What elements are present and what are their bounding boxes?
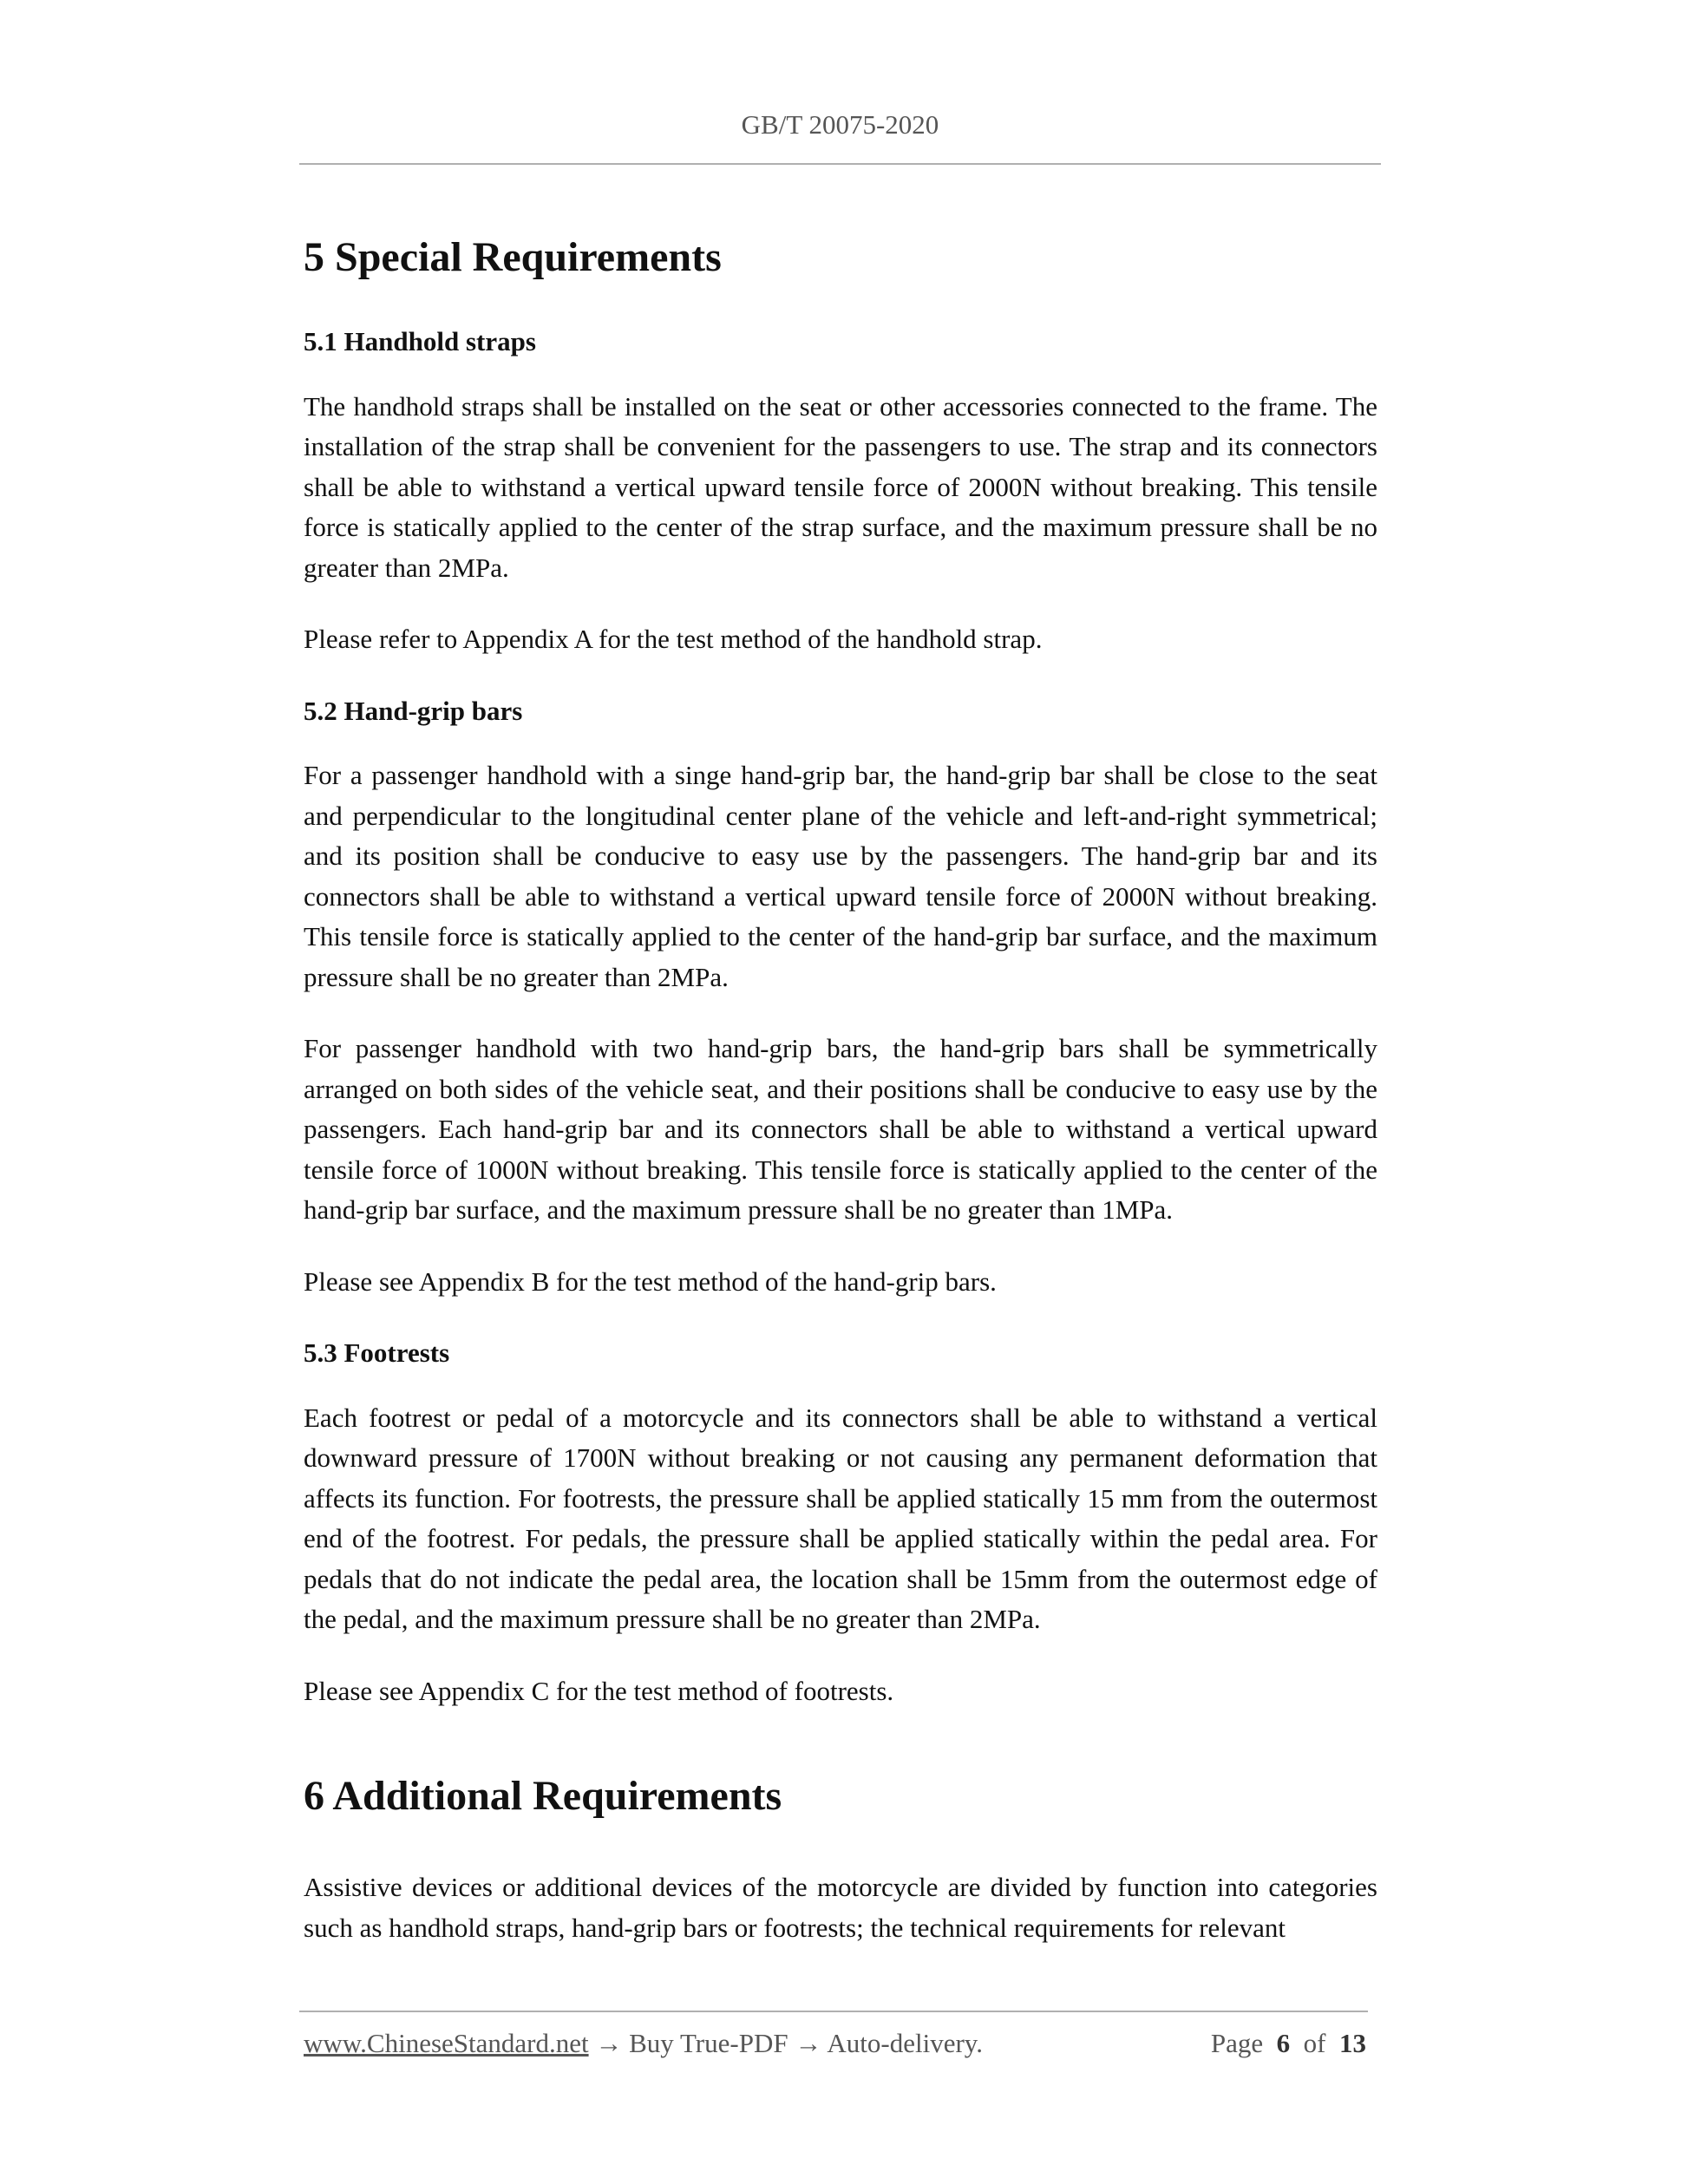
- section-5-1-paragraph-2: Please refer to Appendix A for the test method of the handhold strap.: [304, 624, 1043, 654]
- section-5-3-paragraph-1: Each footrest or pedal of a motorcycle and its connectors shall be able to withstand a vertical downward pressure of 1700N without breaking or not causing any permanent deformation that affects its function. For footrests, the pressure shall be applied statically 15 mm from the outermost end of the footrest. For pedals, the pressure shall be applied statically within the pedal area. For pedals that do not indicate the pedal area, the location shall be 15mm from the outermost edge of the pedal, and the maximum pressure shall be no greater than 2MPa.: [304, 1402, 1377, 1634]
- section-5-heading: 5 Special Requirements: [304, 234, 722, 280]
- section-5-2-heading: 5.2 Hand-grip bars: [304, 695, 523, 726]
- section-6-paragraph-1: Assistive devices or additional devices of the motorcycle are divided by function into categories such as handhold straps, hand-grip bars or footrests; the technical requirements for relevant: [304, 1872, 1377, 1943]
- arrow-right-icon: →: [795, 2028, 822, 2058]
- auto-delivery-text: Auto-delivery.: [827, 2028, 984, 2058]
- page-header: GB/T 20075-2020: [741, 109, 939, 140]
- header-divider: [299, 163, 1381, 165]
- section-5-3-heading: 5.3 Footrests: [304, 1337, 450, 1368]
- section-6-heading: 6 Additional Requirements: [304, 1773, 782, 1819]
- section-5-2-paragraph-1: For a passenger handhold with a singe hand-grip bar, the hand-grip bar shall be close to the seat and perpendicular to the longitudinal center plane of the vehicle and left-and-right symmetrical; and its position shall be conducive to easy use by the passengers. The hand-grip bar and its connectors shall be able to withstand a vertical upward tensile force of 2000N without breaking. This tensile force is statically applied to the center of the hand-grip bar surface, and the maximum pressure shall be no greater than 2MPa.: [304, 760, 1377, 992]
- section-5-1-paragraph-1: The handhold straps shall be installed on the seat or other accessories connected to the frame. The installation of the strap shall be convenient for the passengers to use. The strap and its connectors shall be able to withstand a vertical upward tensile force of 2000N without breaking. This tensile force is statically applied to the center of the strap surface, and the maximum pressure shall be no greater than 2MPa.: [304, 390, 1377, 583]
- footer-promo: [304, 2028, 983, 2059]
- page-footer: [304, 2028, 1366, 2059]
- page-total: 13: [1339, 2028, 1366, 2058]
- section-5-2-paragraph-3: Please see Appendix B for the test method of the hand-grip bars.: [304, 1265, 997, 1297]
- page-current: 6: [1276, 2028, 1291, 2058]
- section-5-3-paragraph-2: Please see Appendix C for the test method of footrests.: [304, 1675, 894, 1706]
- page-label: Page: [1210, 2028, 1264, 2058]
- chinesestandard-link[interactable]: www.ChineseStandard.net: [304, 2028, 589, 2058]
- footer-divider: [299, 2011, 1368, 2012]
- section-5-2-paragraph-2: For passenger handhold with two hand-grip bars, the hand-grip bars shall be symmetrically arranged on both sides of the vehicle seat, and their positions shall be conducive to easy use by the passengers. Each hand-grip bar and its connectors shall be able to withstand a vertical upward tensile force of 1000N without breaking. This tensile force is statically applied to the center of the hand-grip bar surface, and the maximum pressure shall be no greater than 1MPa.: [304, 1033, 1377, 1225]
- of-label: of: [1303, 2028, 1326, 2058]
- arrow-right-icon: →: [595, 2028, 623, 2058]
- buy-true-pdf-text: Buy True-PDF: [629, 2028, 788, 2058]
- section-5-1-heading: 5.1 Handhold straps: [304, 326, 536, 356]
- page-indicator: [1211, 2028, 1366, 2059]
- document-body: [304, 221, 1377, 1979]
